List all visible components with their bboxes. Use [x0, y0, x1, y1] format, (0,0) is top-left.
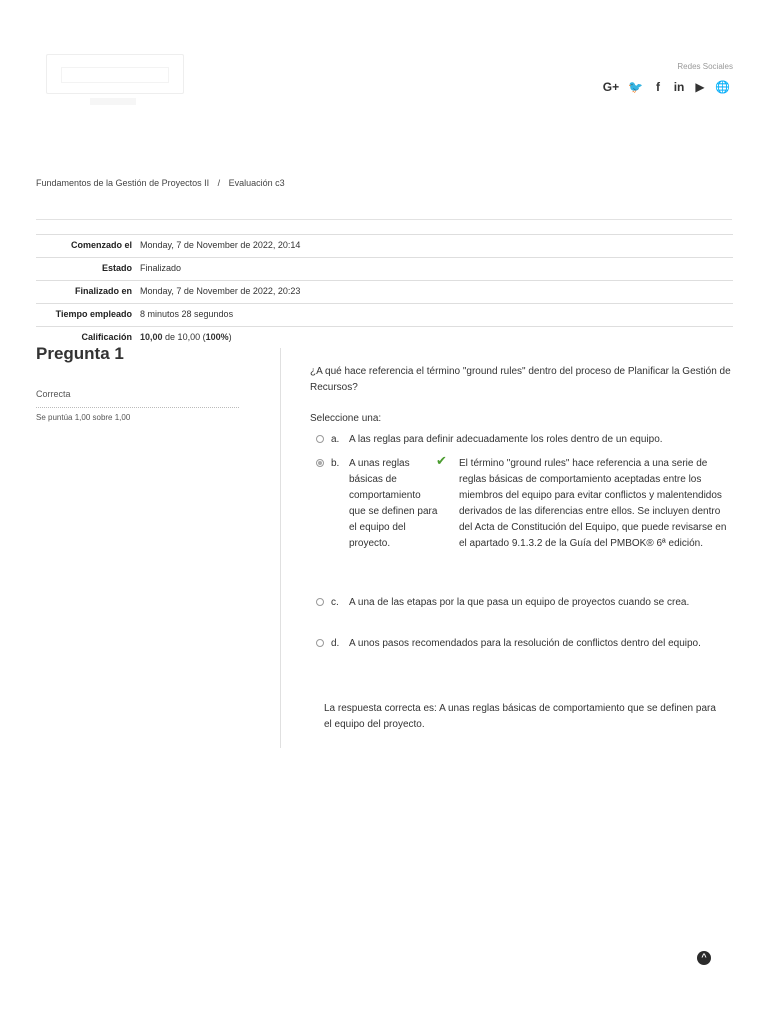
- site-logo[interactable]: [46, 54, 184, 94]
- logo-subtitle: [90, 98, 136, 105]
- divider: [36, 219, 732, 220]
- radio-button[interactable]: [316, 639, 324, 647]
- radio-button[interactable]: [316, 435, 324, 443]
- social-links: [603, 80, 730, 94]
- option-feedback: El término "ground rules" hace referencia a una serie de reglas básicas de comportamiento aceptadas entre los miembros del equipo para evitar conflictos y malentendidos derivados de las diferencias entre ellos. Se incluyen dentro del Acta de Constitución del Equipo, que puede revisarse en el apartado 9.1.3.2 de la Guía del PMBOK® 6ª edición.: [459, 458, 727, 549]
- radio-button-selected[interactable]: [316, 459, 324, 467]
- summary-value: Finalizado: [136, 258, 733, 281]
- question-number: Pregunta 1: [36, 344, 124, 363]
- back-to-top-button[interactable]: ^: [697, 951, 711, 965]
- summary-key: Tiempo empleado: [36, 304, 136, 327]
- facebook-icon[interactable]: f: [656, 80, 661, 94]
- summary-key: Calificación: [36, 327, 136, 350]
- social-title: Redes Sociales: [677, 62, 733, 71]
- summary-key: Estado: [36, 258, 136, 281]
- question-text: ¿A qué hace referencia el término "ground rules" dentro del proceso de Planificar la Gestión de Recursos?: [310, 366, 731, 393]
- question-grade: Se puntúa 1,00 sobre 1,00: [36, 413, 131, 422]
- grade-score: 10,00: [140, 332, 163, 342]
- summary-value: Monday, 7 de November de 2022, 20:14: [136, 235, 733, 258]
- option-letter: b.: [331, 458, 340, 469]
- summary-value: 8 minutos 28 segundos: [136, 304, 733, 327]
- attempt-summary-table: [36, 234, 733, 349]
- youtube-icon[interactable]: ▶: [695, 80, 705, 94]
- linkedin-icon[interactable]: in: [673, 80, 685, 94]
- summary-row: [36, 235, 733, 258]
- option-text: A las reglas para definir adecuadamente los roles dentro de un equipo.: [349, 434, 663, 445]
- option-text: A unos pasos recomendados para la resolución de conflictos dentro del equipo.: [349, 638, 701, 649]
- summary-row: [36, 327, 733, 350]
- grade-percent: 100%: [205, 332, 229, 342]
- grade-mid: de 10,00 (: [165, 332, 206, 342]
- option-letter: a.: [331, 434, 340, 445]
- grade-end: ): [228, 332, 232, 342]
- divider: [280, 348, 281, 748]
- google-plus-icon[interactable]: G+: [602, 80, 620, 94]
- radio-button[interactable]: [316, 598, 324, 606]
- check-icon: ✔: [436, 453, 447, 468]
- option-letter: c.: [331, 597, 339, 608]
- logo-mark: [61, 67, 169, 83]
- summary-value: [136, 327, 733, 350]
- breadcrumb: [36, 178, 285, 188]
- summary-key: Comenzado el: [36, 235, 136, 258]
- breadcrumb-separator: /: [217, 178, 221, 188]
- divider: [36, 407, 239, 408]
- breadcrumb-current[interactable]: Evaluación c3: [228, 178, 285, 188]
- correct-answer-feedback: La respuesta correcta es: A unas reglas básicas de comportamiento que se definen para el equipo del proyecto.: [324, 703, 716, 730]
- summary-key: Finalizado en: [36, 281, 136, 304]
- option-text: A unas reglas básicas de comportamiento que se definen para el equipo del proyecto.: [349, 458, 438, 549]
- summary-row: [36, 258, 733, 281]
- option-text: A una de las etapas por la que pasa un equipo de proyectos cuando se crea.: [349, 597, 690, 608]
- summary-value: Monday, 7 de November de 2022, 20:23: [136, 281, 733, 304]
- globe-icon[interactable]: 🌐: [715, 80, 730, 94]
- answer-prompt: Seleccione una:: [310, 413, 382, 424]
- summary-row: [36, 281, 733, 304]
- twitter-icon[interactable]: 🐦: [628, 80, 644, 94]
- breadcrumb-course[interactable]: Fundamentos de la Gestión de Proyectos II: [36, 178, 210, 188]
- summary-row: [36, 304, 733, 327]
- option-letter: d.: [331, 638, 340, 649]
- question-state: Correcta: [36, 389, 71, 399]
